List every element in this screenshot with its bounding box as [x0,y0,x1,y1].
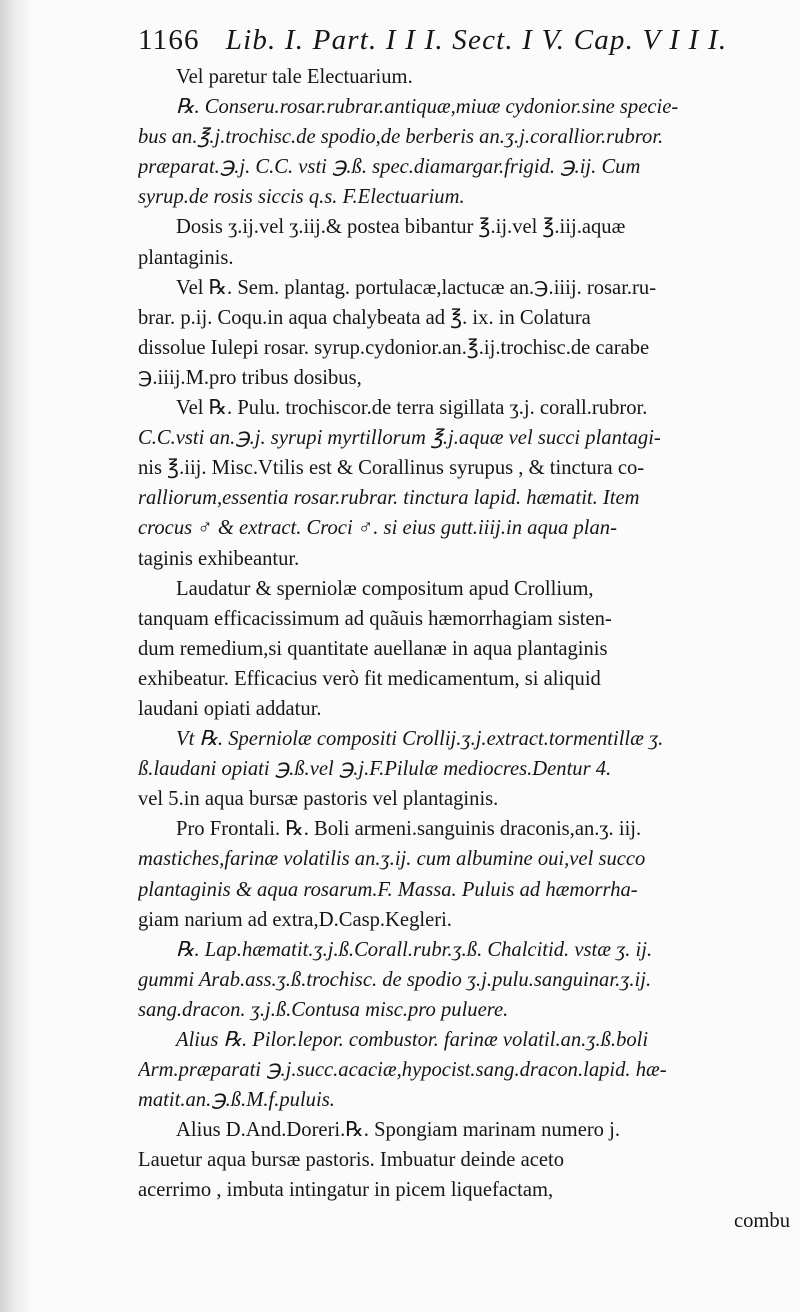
text-line: matit.an.℈.ß.M.f.puluis. [138,1089,335,1112]
text-line: vel 5.in aqua bursæ pastoris vel plantaginis. [138,788,499,811]
running-header [138,18,790,62]
text-line: Alius D.And.Doreri.℞. Spongiam marinam numero j. [176,1119,621,1142]
text-line: exhibeatur. Efficacius verò fit medicamentum, si aliquid [138,667,601,690]
text-line: giam narium ad extra,D.Casp.Kegleri. [138,908,452,931]
text-line: Vel ℞. Sem. plantag. portulacæ,lactucæ an.℈.iiij. rosar.ru- [176,276,657,299]
text-line: ℞. Conseru.rosar.rubrar.antiquæ,miuæ cydonior.sine specie- [176,96,679,119]
text-line: sang.dracon. ʒ.j.ß.Contusa misc.pro puluere. [138,998,509,1021]
text-line: dum remedium,si quantitate auellanæ in aqua plantaginis [138,637,608,660]
text-line: syrup.de rosis siccis q.s. F.Electuarium. [138,186,465,209]
text-line: nis ℥.iij. Misc.Vtilis est & Corallinus syrupus , & tinctura co- [138,457,645,480]
text-line: Vel ℞. Pulu. trochiscor.de terra sigillata ʒ.j. corall.rubror. [176,397,648,420]
text-line: bus an.℥.j.trochisc.de spodio,de berberis an.ʒ.j.corallior.rubror. [138,126,664,149]
text-line: Alius ℞. Pilor.lepor. combustor. farinæ volatil.an.ʒ.ß.boli [176,1029,649,1051]
text-block [138,18,790,1236]
text-line: Dosis ʒ.ij.vel ʒ.iij.& postea bibantur ℥.ij.vel ℥.iij.aquæ [176,216,626,239]
text-line: acerrimo , imbuta intingatur in picem liquefactam, [138,1179,554,1202]
catchword: combu [733,1209,790,1232]
text-line: Arm.præparati ℈.j.succ.acaciæ,hypocist.sang.dracon.lapid. hæ- [138,1059,667,1082]
text-line: plantaginis. [138,246,234,269]
text-line: ℞. Lap.hæmatit.ʒ.j.ß.Corall.rubr.ʒ.ß. Chalcitid. vstæ ʒ. ij. [176,938,653,961]
text-line: Pro Frontali. ℞. Boli armeni.sanguinis draconis,an.ʒ. iij. [176,818,642,841]
text-line: præparat.℈.j. C.C. vsti ℈.ß. spec.diamargar.frigid. ℈.ij. Cum [138,156,641,179]
text-line: ℈.iiij.M.pro tribus dosibus, [138,366,362,389]
text-line: gummi Arab.ass.ʒ.ß.trochisc. de spodio ʒ.j.pulu.sanguinar.ʒ.ij. [138,968,652,991]
text-line: taginis exhibeantur. [138,547,300,570]
text-line: ß.laudani opiati ℈.ß.vel ℈.j.F.Pilulæ mediocres.Dentur 4. [138,758,612,781]
page-gutter-shadow [0,0,34,1312]
running-title: Lib. I. Part. I I I. Sect. I V. Cap. V I I I. [225,24,728,56]
text-line: ralliorum,essentia rosar.rubrar. tinctura lapid. hæmatit. Item [138,487,640,510]
text-line: plantaginis & aqua rosarum.F. Massa. Puluis ad hæmorrha- [138,878,638,901]
text-line: dissolue Iulepi rosar. syrup.cydonior.an.℥.ij.trochisc.de carabe [138,336,650,359]
text-line: C.C.vsti an.℈.j. syrupi myrtillorum ℥.j.aquæ vel succi plantagi- [138,427,661,450]
text-lines [138,62,790,1206]
text-line: Vt ℞. Sperniolæ compositi Crollij.ʒ.j.extract.tormentillæ ʒ. [176,728,664,751]
text-line: mastiches,farinæ volatilis an.ʒ.ij. cum albumine oui,vel succo [138,848,646,871]
text-line: laudani opiati addatur. [138,697,322,720]
text-line: brar. p.ij. Coqu.in aqua chalybeata ad ℥. ix. in Colatura [138,306,591,329]
text-line: crocus ♂ & extract. Croci ♂. si eius gutt.iiij.in aqua plan- [138,517,617,540]
page-number: 1166 [138,24,200,56]
text-line: tanquam efficacissimum ad quãuis hæmorrhagiam sisten- [138,607,612,630]
text-line: Lauetur aqua bursæ pastoris. Imbuatur deinde aceto [138,1149,565,1172]
text-line: Laudatur & sperniolæ compositum apud Crollium, [176,577,594,600]
text-line: Vel paretur tale Electuarium. [176,66,413,88]
